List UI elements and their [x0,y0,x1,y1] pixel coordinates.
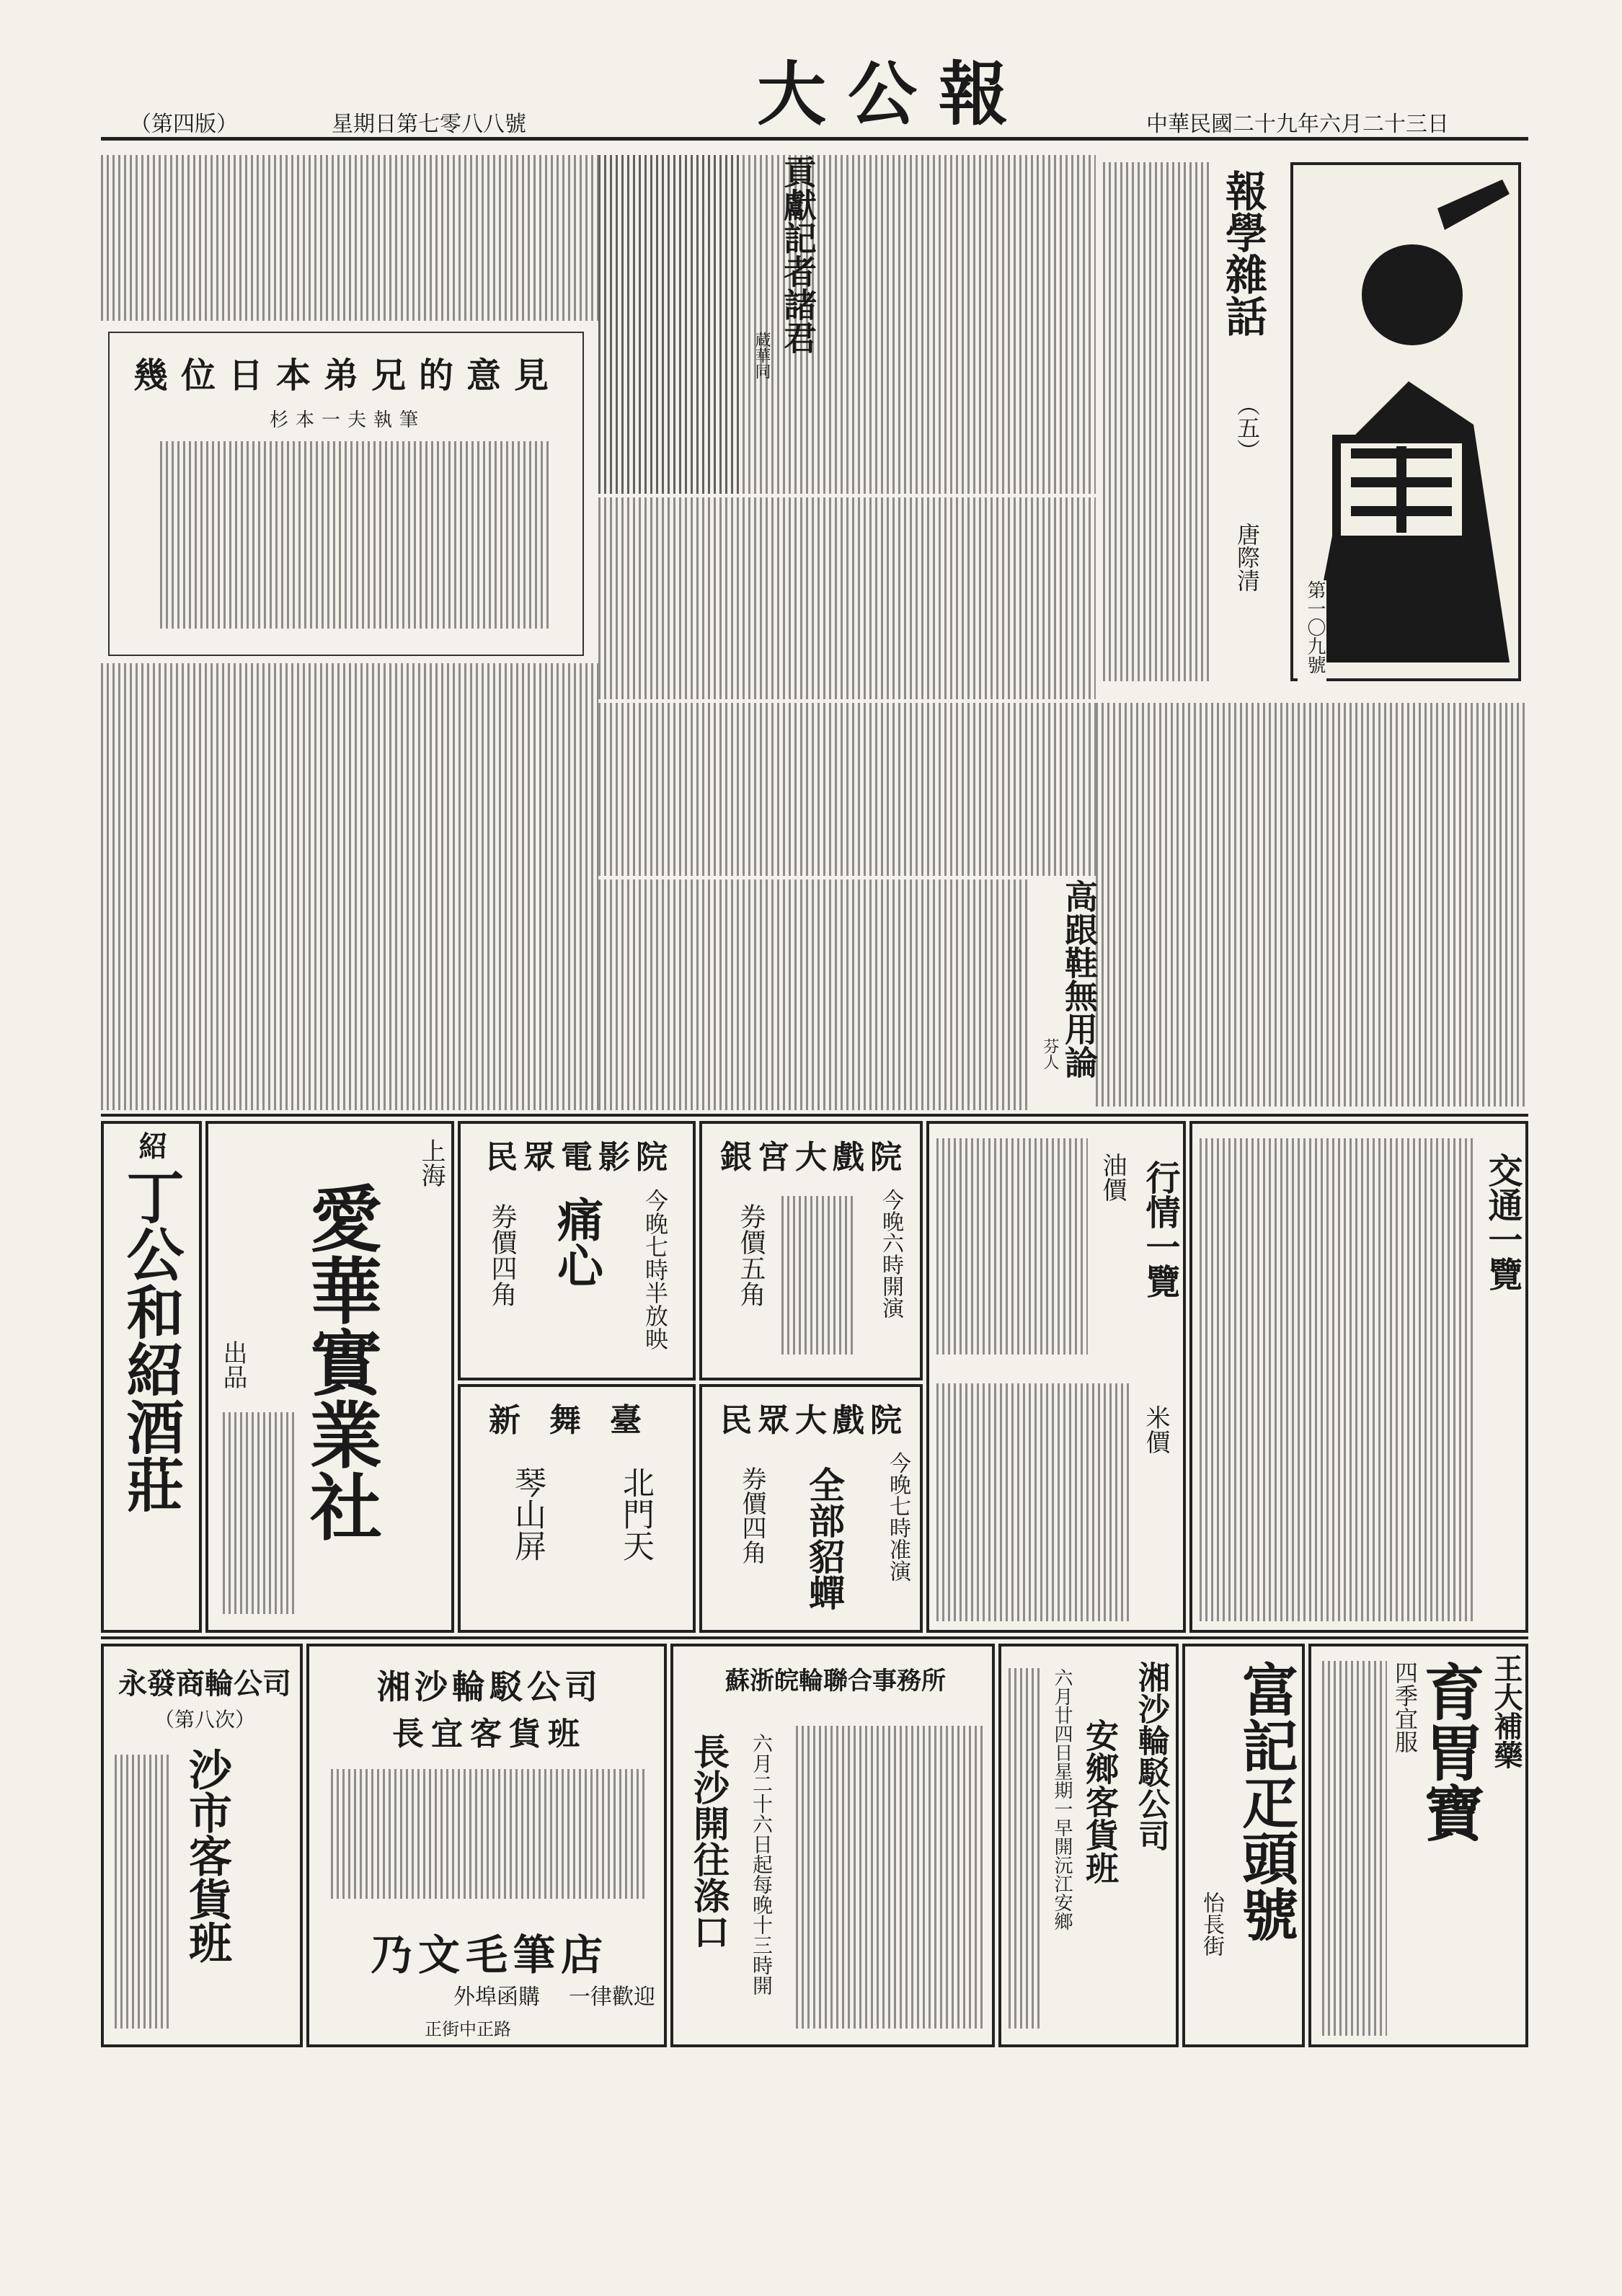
ad-shipping3 [998,1644,1179,2047]
ad-steamship [101,1644,303,2047]
ad-medicine-brand: 王大補藥 [1489,1654,1523,1769]
ad-brush-title: 乃文毛筆店 [370,1931,608,1980]
ad-shipping2-title: 蘇浙皖輪聯合事務所 [725,1667,946,1696]
ad-cinema2-film2: 琴山屏 [509,1466,546,1561]
column-report [1103,148,1528,703]
ad-theater1-name: 銀宮大戲院 [720,1139,908,1176]
ad-steamship-route: 沙市客貨班 [182,1747,232,1964]
article-japan-intro [160,441,549,629]
ad-prices-rice-label: 米價 [1141,1405,1170,1454]
column-report-part: （五） [1233,393,1261,462]
article-top-left-body [101,155,598,321]
image-issue-no: 第一〇九號 [1298,580,1326,688]
ad-steamship-fineprint [115,1755,172,2029]
ad-cinema1-price: 券價四角 [487,1203,517,1307]
ad-shipping1-schedule [331,1769,648,1899]
ad-lottery-title: 愛華實業社 [298,1182,383,1542]
ad-brush [306,1918,667,2047]
ad-shipping2-route: 長沙開往涤口 [688,1733,730,1949]
ad-transport-table [1200,1138,1473,1621]
ad-brush-address: 正街中正路 [425,2019,511,2039]
ad-fuji-sub: 怡長街 [1199,1892,1224,1956]
ad-shipping1-subtitle: 長宜客貨班 [392,1716,587,1752]
ad-steamship-title: 永發商輪公司 [118,1667,291,1701]
ad-prices-table-bottom [936,1383,1131,1621]
ad-cinema2-name: 新舞臺 [489,1402,670,1439]
article-middle-body-b [1096,703,1528,1107]
article-japan-body [101,663,598,1110]
ad-transport-title: 交通一覽 [1482,1153,1523,1291]
ads-rule-mid [101,1636,1528,1639]
masthead-issue: 第七零八八號 [396,112,526,137]
ad-medicine-fineprint [1322,1661,1387,2036]
column-report-author: 唐際清 [1233,523,1261,592]
ad-shipping3-date: 六月廿四日星期一早開沅江安鄉 [1051,1668,1073,1931]
masthead [94,40,1535,137]
ad-theater2-name: 民眾大戲院 [720,1402,908,1439]
article-shoes-author: 芬人 [1041,1038,1059,1070]
ad-wine [101,1121,202,1633]
woodcut-soldier-icon [1293,165,1518,678]
ad-cinema2-film1: 北門天 [617,1466,654,1561]
ad-theater1-program [781,1196,854,1355]
ad-cinema2 [458,1384,696,1633]
ad-transport [1189,1121,1528,1633]
masthead-title: 大公報 [757,53,1029,135]
ad-lottery-right: 出品 [218,1340,247,1389]
ad-shipping2-date: 六月二十六日起每晚十三時開 [750,1733,774,1995]
ad-theater1-time: 今晚六時開演 [878,1189,903,1318]
masthead-date: 中華民國二十九年六月二十三日 [1146,112,1449,137]
ad-cinema1-film: 痛心 [549,1196,603,1288]
ad-cinema1 [458,1121,696,1380]
ad-theater1 [699,1121,923,1380]
ad-theater2 [699,1384,923,1633]
ad-fuji-title: 富記疋頭號 [1233,1661,1298,1942]
ad-shipping3-fineprint [1009,1668,1041,2029]
ads-rule-top [101,1114,1528,1117]
article-report-continued-lower [598,497,1096,699]
ad-prices-oil-label: 油價 [1098,1153,1127,1202]
ad-lottery-left: 上海 [417,1138,446,1187]
article-japan-byline: 杉本一夫執筆 [269,409,425,431]
ad-theater2-time: 今晚七時准演 [885,1452,910,1582]
column-report-body [1103,162,1211,681]
ad-lottery [205,1121,454,1633]
ad-theater2-film: 全部貂蟬 [803,1466,846,1610]
ad-steamship-issue: （第八次） [154,1708,255,1732]
article-japan-header [108,332,584,656]
ad-medicine [1308,1644,1528,2047]
ad-shipping1-title: 湘沙輪駁公司 [377,1667,602,1706]
ad-wine-title: 丁公和紹酒莊 [117,1167,185,1513]
article-contrib-body [598,155,743,494]
ad-lottery-fineprint [223,1412,295,1614]
ad-shipping2 [670,1644,995,2047]
masthead-page: （第四版） [130,112,238,137]
ad-brush-sub: 外埠函購 [453,1985,540,2010]
article-contrib-title: 貢獻記者諸君 [779,155,817,354]
masthead-day: 星期日 [332,112,396,137]
article-shoes-title: 高跟鞋無用論 [1060,879,1099,1078]
article-japan-title: 幾位日本弟兄的意見 [133,355,562,396]
ad-wine-top: 紹 [134,1131,168,1160]
article-contrib-author: 蔵華同 [753,332,771,379]
ad-theater2-price: 券價四角 [737,1466,766,1564]
ad-prices-title: 行情一覽 [1140,1160,1180,1298]
ad-prices [926,1121,1186,1633]
ad-theater1-price: 券價五角 [736,1203,766,1307]
ad-shipping2-schedule [796,1726,983,2029]
masthead-rule [101,137,1528,141]
ad-medicine-sub: 四季宜服 [1391,1661,1419,1753]
ad-prices-table-top [936,1138,1088,1355]
ad-shipping3-subtitle: 安鄉客貨班 [1081,1719,1120,1884]
ad-shipping3-title: 湘沙輪駁公司 [1133,1661,1169,1851]
ad-cinema1-name: 民眾電影院 [486,1139,673,1176]
ad-medicine-title: 育胃寶 [1414,1661,1486,1843]
ad-cinema1-time: 今晚七時半放映 [642,1189,669,1350]
ad-brush-slogan: 一律歡迎 [569,1985,655,2010]
column-report-title: 報學雜話 [1218,169,1267,337]
ad-fuji [1182,1644,1305,2047]
article-middle-body-a [598,703,1096,876]
article-shoes-body [598,879,1031,1110]
